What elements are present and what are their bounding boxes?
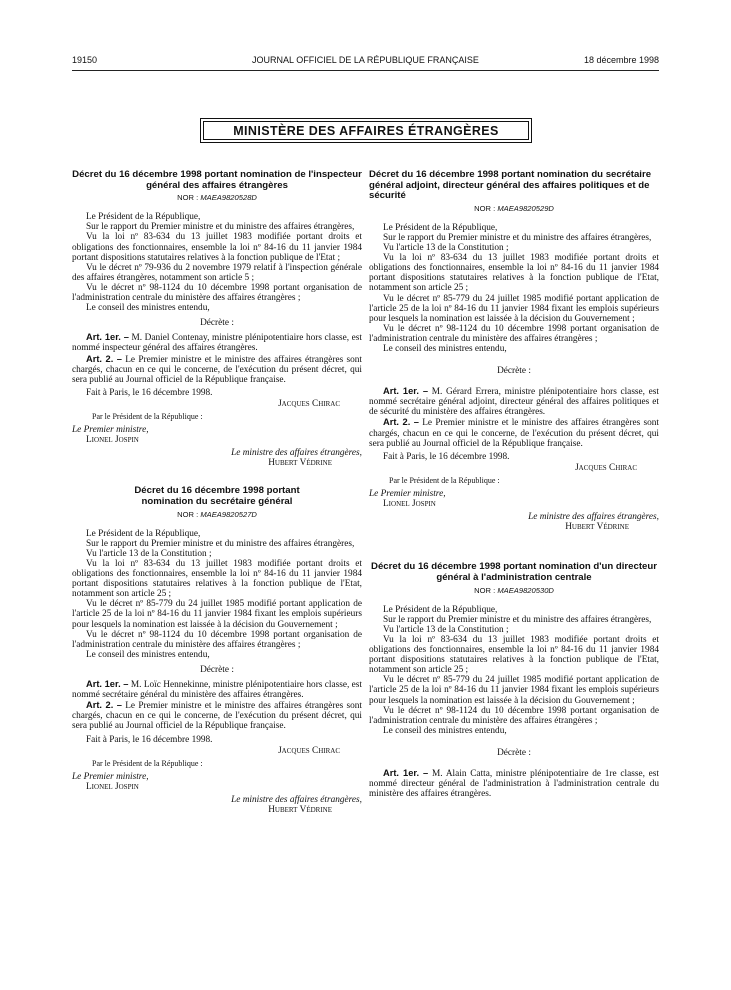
ministry-banner xyxy=(200,118,532,143)
president-signature: Jacques Chirac xyxy=(575,462,637,473)
nor-code: MAEA9820528D xyxy=(200,193,257,203)
president-signature: Jacques Chirac xyxy=(278,745,340,756)
visa-paragraph: Vu le décret nº 98-1124 du 10 décembre 1998 portant organisation de l'administration centrale du ministère des affaires étrangères ; xyxy=(369,323,659,344)
section-spacer xyxy=(369,532,659,562)
ministre-ae-title: Le ministre des affaires étrangères, xyxy=(528,512,659,523)
article-1-label: Art. 1er. – xyxy=(383,386,429,397)
article-2 xyxy=(72,354,362,385)
visa-paragraph: Vu le décret nº 85-779 du 24 juillet 1985 modifié portant application de l'article 25 de la loi nº 84-16 du 11 janvier 1984 fixant les emplois supérieurs pour lesquels la nomination est laissée à la décision du Gouvernement ; xyxy=(72,599,362,630)
visa-paragraph: Le conseil des ministres entendu, xyxy=(86,303,210,314)
article-2-label: Art. 2. – xyxy=(86,353,122,364)
ministre-ae-title: Le ministre des affaires étrangères, xyxy=(231,794,362,805)
decree-title: Décret du 16 décembre 1998 portant nomination du secrétaire général adjoint, directeur général des affaires politiques et de sécurité xyxy=(369,169,652,202)
fait-a-paris: Fait à Paris, le 16 décembre 1998. xyxy=(86,387,213,398)
section-spacer xyxy=(72,468,362,486)
visa-paragraph: Vu la loi nº 83-634 du 13 juillet 1983 modifiée portant droits et obligations des fonctionnaires, ensemble la loi nº 84-16 du 11 janvier 1984 portant dispositions statutaires relatives à la fonction publique de l'Etat, notamment son article 25 ; xyxy=(72,559,362,600)
header-rule xyxy=(72,70,659,71)
visa-paragraph: Vu le décret nº 85-779 du 24 juillet 1985 modifié portant application de l'article 25 de la loi nº 84-16 du 11 janvier 1984 fixant les emplois supérieurs pour lesquels la nomination est laissée à la décision du Gouvernement ; xyxy=(369,675,659,706)
article-2-label: Art. 2. – xyxy=(383,417,419,428)
journal-title: JOURNAL OFFICIEL DE LA RÉPUBLIQUE FRANÇAISE xyxy=(252,55,479,65)
decree-directeur-general xyxy=(369,562,659,799)
visa-paragraph: Vu le décret nº 98-1124 du 10 décembre 1998 portant organisation de l'administration centrale du ministère des affaires étrangères ; xyxy=(369,705,659,726)
decree-secretaire-general xyxy=(72,486,362,815)
article-2 xyxy=(72,700,362,731)
premier-ministre-name: Lionel Jospin xyxy=(383,499,436,510)
par-le-president: Par le Président de la République : xyxy=(389,475,500,485)
visa-paragraph: Sur le rapport du Premier ministre et du ministre des affaires étrangères, xyxy=(86,222,355,233)
visa-paragraph: Vu le décret nº 98-1124 du 10 décembre 1998 portant organisation de l'administration centrale du ministère des affaires étrangères ; xyxy=(72,629,362,650)
president-signature: Jacques Chirac xyxy=(278,398,340,409)
visa-paragraph: Le conseil des ministres entendu, xyxy=(86,649,210,660)
decrete-heading: Décrète : xyxy=(200,664,234,675)
visa-paragraph: Vu le décret nº 98-1124 du 10 décembre 1998 portant organisation de l'administration centrale du ministère des affaires étrangères ; xyxy=(72,282,362,304)
visa-paragraph: Vu l'article 13 de la Constitution ; xyxy=(383,243,509,254)
decree-title: Décret du 16 décembre 1998 portant nomination de l'inspecteur général des affaires étrangères xyxy=(72,169,362,191)
nor-code: MAEA9820527D xyxy=(200,509,257,519)
ministre-ae-name: Hubert Védrine xyxy=(268,458,332,469)
nor-code: MAEA9820529D xyxy=(497,203,554,213)
premier-ministre-title: Le Premier ministre, xyxy=(72,771,149,782)
article-1-text: M. Gérard Errera, ministre plénipotentiaire hors classe, est nommé secrétaire général adjoint, directeur général des affaires politiques et de sécurité du ministère des affaires étrangères. xyxy=(369,387,659,418)
article-1-text: M. Alain Catta, ministre plénipotentiaire de 1re classe, est nommé directeur général de l'administration à l'administration centrale du ministère des affaires étrangères. xyxy=(369,769,659,800)
visa-paragraph: Le Président de la République, xyxy=(383,222,498,233)
page-header xyxy=(72,55,659,69)
visa-paragraph: Vu l'article 13 de la Constitution ; xyxy=(86,548,212,559)
decree-inspecteur xyxy=(72,170,362,468)
nor-reference xyxy=(72,510,362,520)
fait-a-paris: Fait à Paris, le 16 décembre 1998. xyxy=(383,451,510,462)
visa-paragraph: Vu le décret nº 79-936 du 2 novembre 1979 relatif à l'inspection générale des affaires étrangères, notamment son article 5 ; xyxy=(72,262,362,283)
ministry-title: MINISTÈRE DES AFFAIRES ÉTRANGÈRES xyxy=(203,121,529,140)
premier-ministre-name: Lionel Jospin xyxy=(86,435,139,446)
left-column xyxy=(72,170,362,815)
article-1 xyxy=(72,679,362,700)
visa-paragraph: Sur le rapport du Premier ministre et du ministre des affaires étrangères, xyxy=(383,614,652,625)
decree-secretaire-general-adjoint xyxy=(369,170,659,532)
article-2-text: Le Premier ministre et le ministre des affaires étrangères sont chargés, chacun en ce qui le concerne, de l'exécution du présent décret, qui sera publié au Journal officiel de la République française. xyxy=(72,354,362,385)
premier-ministre-title: Le Premier ministre, xyxy=(72,425,149,436)
article-1-label: Art. 1er. – xyxy=(383,768,429,778)
visa-paragraph: Vu la loi nº 83-634 du 13 juillet 1983 modifiée portant droits et obligations des fonctionnaires, ensemble la loi nº 84-16 du 11 janvier 1984 portant dispositions statutaires relatives à la fonction publique de l'Etat ; xyxy=(72,232,362,263)
article-1-label: Art. 1er. – xyxy=(86,679,129,690)
article-1 xyxy=(72,332,362,353)
premier-ministre-name: Lionel Jospin xyxy=(86,781,139,792)
article-1 xyxy=(369,768,659,799)
par-le-president: Par le Président de la République : xyxy=(92,758,203,768)
visa-paragraph: Vu le décret nº 85-779 du 24 juillet 1985 modifié portant application de l'article 25 de la loi nº 84-16 du 11 janvier 1984 fixant les emplois supérieurs pour lesquels la nomination est laissée à la décision du Gouvernement ; xyxy=(369,293,659,324)
visa-paragraph: Le Président de la République, xyxy=(86,528,201,539)
visa-paragraph: Le conseil des ministres entendu, xyxy=(383,725,507,736)
ministre-ae-title: Le ministre des affaires étrangères, xyxy=(231,448,362,459)
article-2-label: Art. 2. – xyxy=(86,700,122,711)
decree-title: Décret du 16 décembre 1998 portant nomination du secrétaire général xyxy=(134,485,300,508)
article-2-text: Le Premier ministre et le ministre des affaires étrangères sont chargés, chacun en ce qui le concerne, de l'exécution du présent décret, qui sera publié au Journal officiel de la République française. xyxy=(72,701,362,732)
article-2 xyxy=(369,417,659,448)
article-1-label: Art. 1er. – xyxy=(86,332,129,343)
article-1-text: M. Daniel Contenay, ministre plénipotentiaire hors classe, est nommé inspecteur général des affaires étrangères. xyxy=(72,333,362,354)
article-1-text: M. Loïc Hennekinne, ministre plénipotentiaire hors classe, est nommé secrétaire général du ministère des affaires étrangères. xyxy=(72,680,362,701)
decrete-heading: Décrète : xyxy=(497,366,531,377)
nor-label: NOR : xyxy=(177,193,199,203)
nor-reference xyxy=(72,193,362,203)
premier-ministre-title: Le Premier ministre, xyxy=(369,489,446,500)
article-2-text: Le Premier ministre et le ministre des affaires étrangères sont chargés, chacun en ce qui le concerne, de l'exécution du présent décret, qui sera publié au Journal officiel de la République française. xyxy=(369,418,659,449)
fait-a-paris: Fait à Paris, le 16 décembre 1998. xyxy=(86,734,213,745)
visa-paragraph: Le conseil des ministres entendu, xyxy=(383,344,507,354)
nor-code: MAEA9820530D xyxy=(497,585,554,595)
page-number: 19150 xyxy=(72,55,98,65)
article-1 xyxy=(369,386,659,417)
par-le-president: Par le Président de la République : xyxy=(92,411,203,421)
decree-title: Décret du 16 décembre 1998 portant nomination d'un directeur général à l'administration centrale xyxy=(371,561,657,583)
nor-reference xyxy=(369,586,659,596)
visa-paragraph: Sur le rapport du Premier ministre et du ministre des affaires étrangères, xyxy=(383,232,652,243)
nor-label: NOR : xyxy=(177,509,199,519)
visa-paragraph: Vu l'article 13 de la Constitution ; xyxy=(383,624,509,635)
visa-paragraph: Le Président de la République, xyxy=(383,604,498,615)
visa-paragraph: Vu la loi nº 83-634 du 13 juillet 1983 modifiée portant droits et obligations des fonctionnaires, ensemble la loi nº 84-16 du 11 janvier 1984 portant dispositions statutaires relatives à la fonction publique de l'Etat, notamment son article 25 ; xyxy=(369,253,659,294)
visa-paragraph: Vu la loi nº 83-634 du 13 juillet 1983 modifiée portant droits et obligations des fonctionnaires, ensemble la loi nº 84-16 du 11 janvier 1984 portant dispositions statutaires relatives à la fonction publique de l'Etat, notamment son article 25 ; xyxy=(369,634,659,676)
decrete-heading: Décrète : xyxy=(497,747,531,758)
right-column xyxy=(369,170,659,799)
ministre-ae-name: Hubert Védrine xyxy=(565,522,629,533)
nor-label: NOR : xyxy=(474,203,496,213)
nor-label: NOR : xyxy=(474,585,496,595)
visa-paragraph: Le Président de la République, xyxy=(86,212,201,223)
decrete-heading: Décrète : xyxy=(200,318,234,329)
nor-reference xyxy=(369,204,659,214)
issue-date: 18 décembre 1998 xyxy=(583,55,659,65)
ministre-ae-name: Hubert Védrine xyxy=(268,805,332,816)
visa-paragraph: Sur le rapport du Premier ministre et du ministre des affaires étrangères, xyxy=(86,538,355,549)
